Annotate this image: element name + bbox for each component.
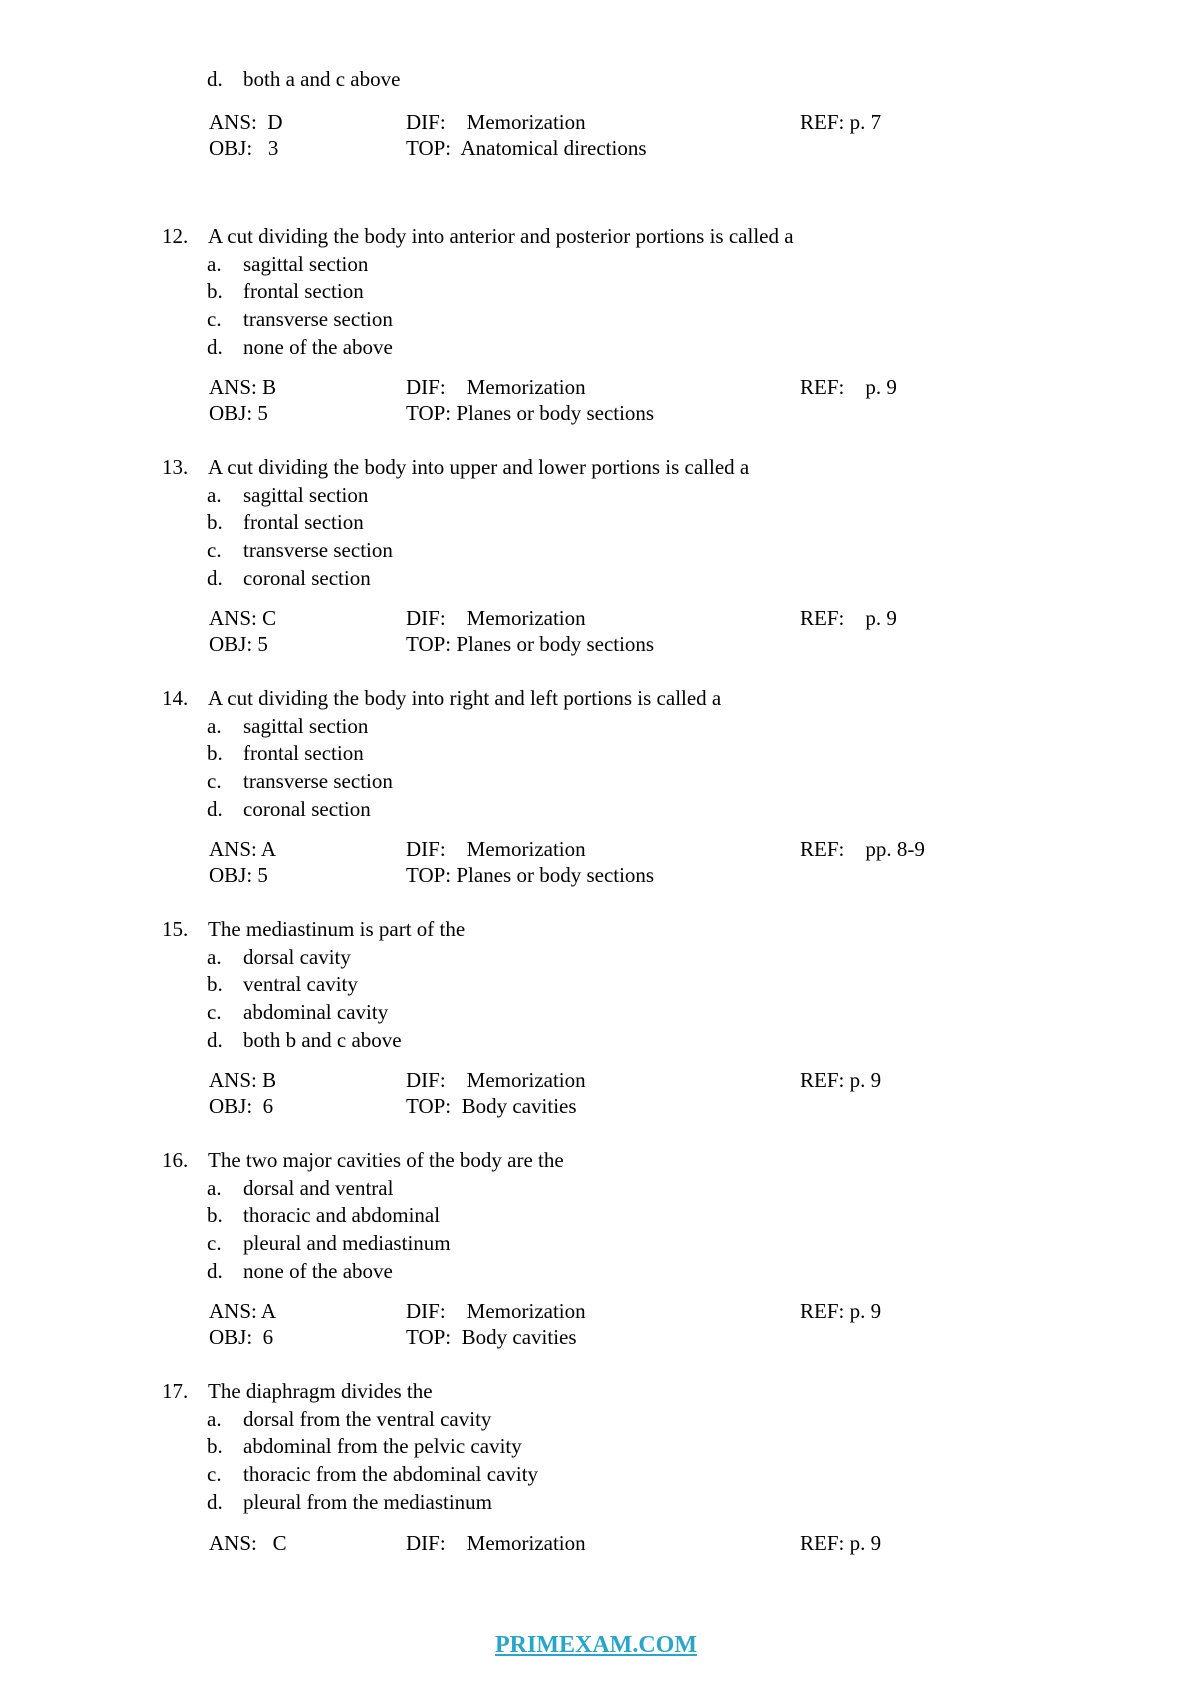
- difficulty-label: DIF: Memorization: [406, 606, 586, 630]
- objective-label: OBJ: 6: [209, 1325, 274, 1349]
- footer-link[interactable]: PRIMEXAM.COM: [495, 1632, 697, 1658]
- question-number: 15.: [162, 917, 189, 941]
- option-b: b. frontal section: [207, 510, 364, 534]
- difficulty-label: DIF: Memorization: [406, 1068, 586, 1092]
- reference-label: REF: p. 9: [800, 1068, 882, 1092]
- option-c: c. thoracic from the abdominal cavity: [207, 1462, 539, 1486]
- option-d: d. pleural from the mediastinum: [207, 1490, 493, 1514]
- question-number: 12.: [162, 224, 189, 248]
- question-text: A cut dividing the body into anterior and posterior portions is called a: [208, 224, 794, 248]
- footer: [0, 1632, 1192, 1659]
- option-b: b. abdominal from the pelvic cavity: [207, 1434, 522, 1458]
- topic-label: TOP: Body cavities: [406, 1094, 577, 1118]
- question-text: A cut dividing the body into right and left portions is called a: [208, 686, 722, 710]
- option-d: d. none of the above: [207, 335, 393, 359]
- option-a: a. sagittal section: [207, 252, 369, 276]
- option-b: b. thoracic and abdominal: [207, 1203, 441, 1227]
- reference-label: REF: p. 7: [800, 110, 882, 134]
- option-d: d. both a and c above: [207, 67, 401, 91]
- difficulty-label: DIF: Memorization: [406, 1299, 586, 1323]
- objective-label: OBJ: 3: [209, 136, 279, 160]
- difficulty-label: DIF: Memorization: [406, 110, 586, 134]
- option-c: c. transverse section: [207, 769, 393, 793]
- question-text: The two major cavities of the body are the: [208, 1148, 564, 1172]
- option-a: a. dorsal cavity: [207, 945, 351, 969]
- option-c: c. abdominal cavity: [207, 1000, 389, 1024]
- objective-label: OBJ: 5: [209, 632, 268, 656]
- option-c: c. pleural and mediastinum: [207, 1231, 451, 1255]
- option-d: d. coronal section: [207, 566, 371, 590]
- question-number: 14.: [162, 686, 189, 710]
- question-number: 17.: [162, 1379, 189, 1403]
- answer-label: ANS: D: [209, 110, 283, 134]
- option-a: a. sagittal section: [207, 714, 369, 738]
- objective-label: OBJ: 6: [209, 1094, 274, 1118]
- difficulty-label: DIF: Memorization: [406, 837, 586, 861]
- option-a: a. dorsal from the ventral cavity: [207, 1407, 492, 1431]
- reference-label: REF: p. 9: [800, 375, 897, 399]
- reference-label: REF: p. 9: [800, 1299, 882, 1323]
- option-a: a. sagittal section: [207, 483, 369, 507]
- topic-label: TOP: Planes or body sections: [406, 401, 655, 425]
- question-text: The diaphragm divides the: [208, 1379, 433, 1403]
- reference-label: REF: pp. 8-9: [800, 837, 925, 861]
- reference-label: REF: p. 9: [800, 1531, 882, 1555]
- option-b: b. frontal section: [207, 741, 364, 765]
- difficulty-label: DIF: Memorization: [406, 1531, 586, 1555]
- question-number: 13.: [162, 455, 189, 479]
- topic-label: TOP: Planes or body sections: [406, 632, 655, 656]
- question-text: A cut dividing the body into upper and lower portions is called a: [208, 455, 750, 479]
- option-b: b. ventral cavity: [207, 972, 358, 996]
- objective-label: OBJ: 5: [209, 863, 268, 887]
- answer-label: ANS: B: [209, 375, 277, 399]
- topic-label: TOP: Anatomical directions: [406, 136, 647, 160]
- answer-label: ANS: A: [209, 837, 277, 861]
- option-d: d. none of the above: [207, 1259, 393, 1283]
- option-c: c. transverse section: [207, 538, 393, 562]
- option-c: c. transverse section: [207, 307, 393, 331]
- difficulty-label: DIF: Memorization: [406, 375, 586, 399]
- answer-label: ANS: C: [209, 1531, 287, 1555]
- topic-label: TOP: Planes or body sections: [406, 863, 655, 887]
- question-number: 16.: [162, 1148, 189, 1172]
- topic-label: TOP: Body cavities: [406, 1325, 577, 1349]
- answer-label: ANS: A: [209, 1299, 277, 1323]
- question-text: The mediastinum is part of the: [208, 917, 466, 941]
- objective-label: OBJ: 5: [209, 401, 268, 425]
- answer-label: ANS: B: [209, 1068, 277, 1092]
- option-a: a. dorsal and ventral: [207, 1176, 394, 1200]
- option-d: d. both b and c above: [207, 1028, 402, 1052]
- reference-label: REF: p. 9: [800, 606, 897, 630]
- option-d: d. coronal section: [207, 797, 371, 821]
- option-b: b. frontal section: [207, 279, 364, 303]
- answer-label: ANS: C: [209, 606, 277, 630]
